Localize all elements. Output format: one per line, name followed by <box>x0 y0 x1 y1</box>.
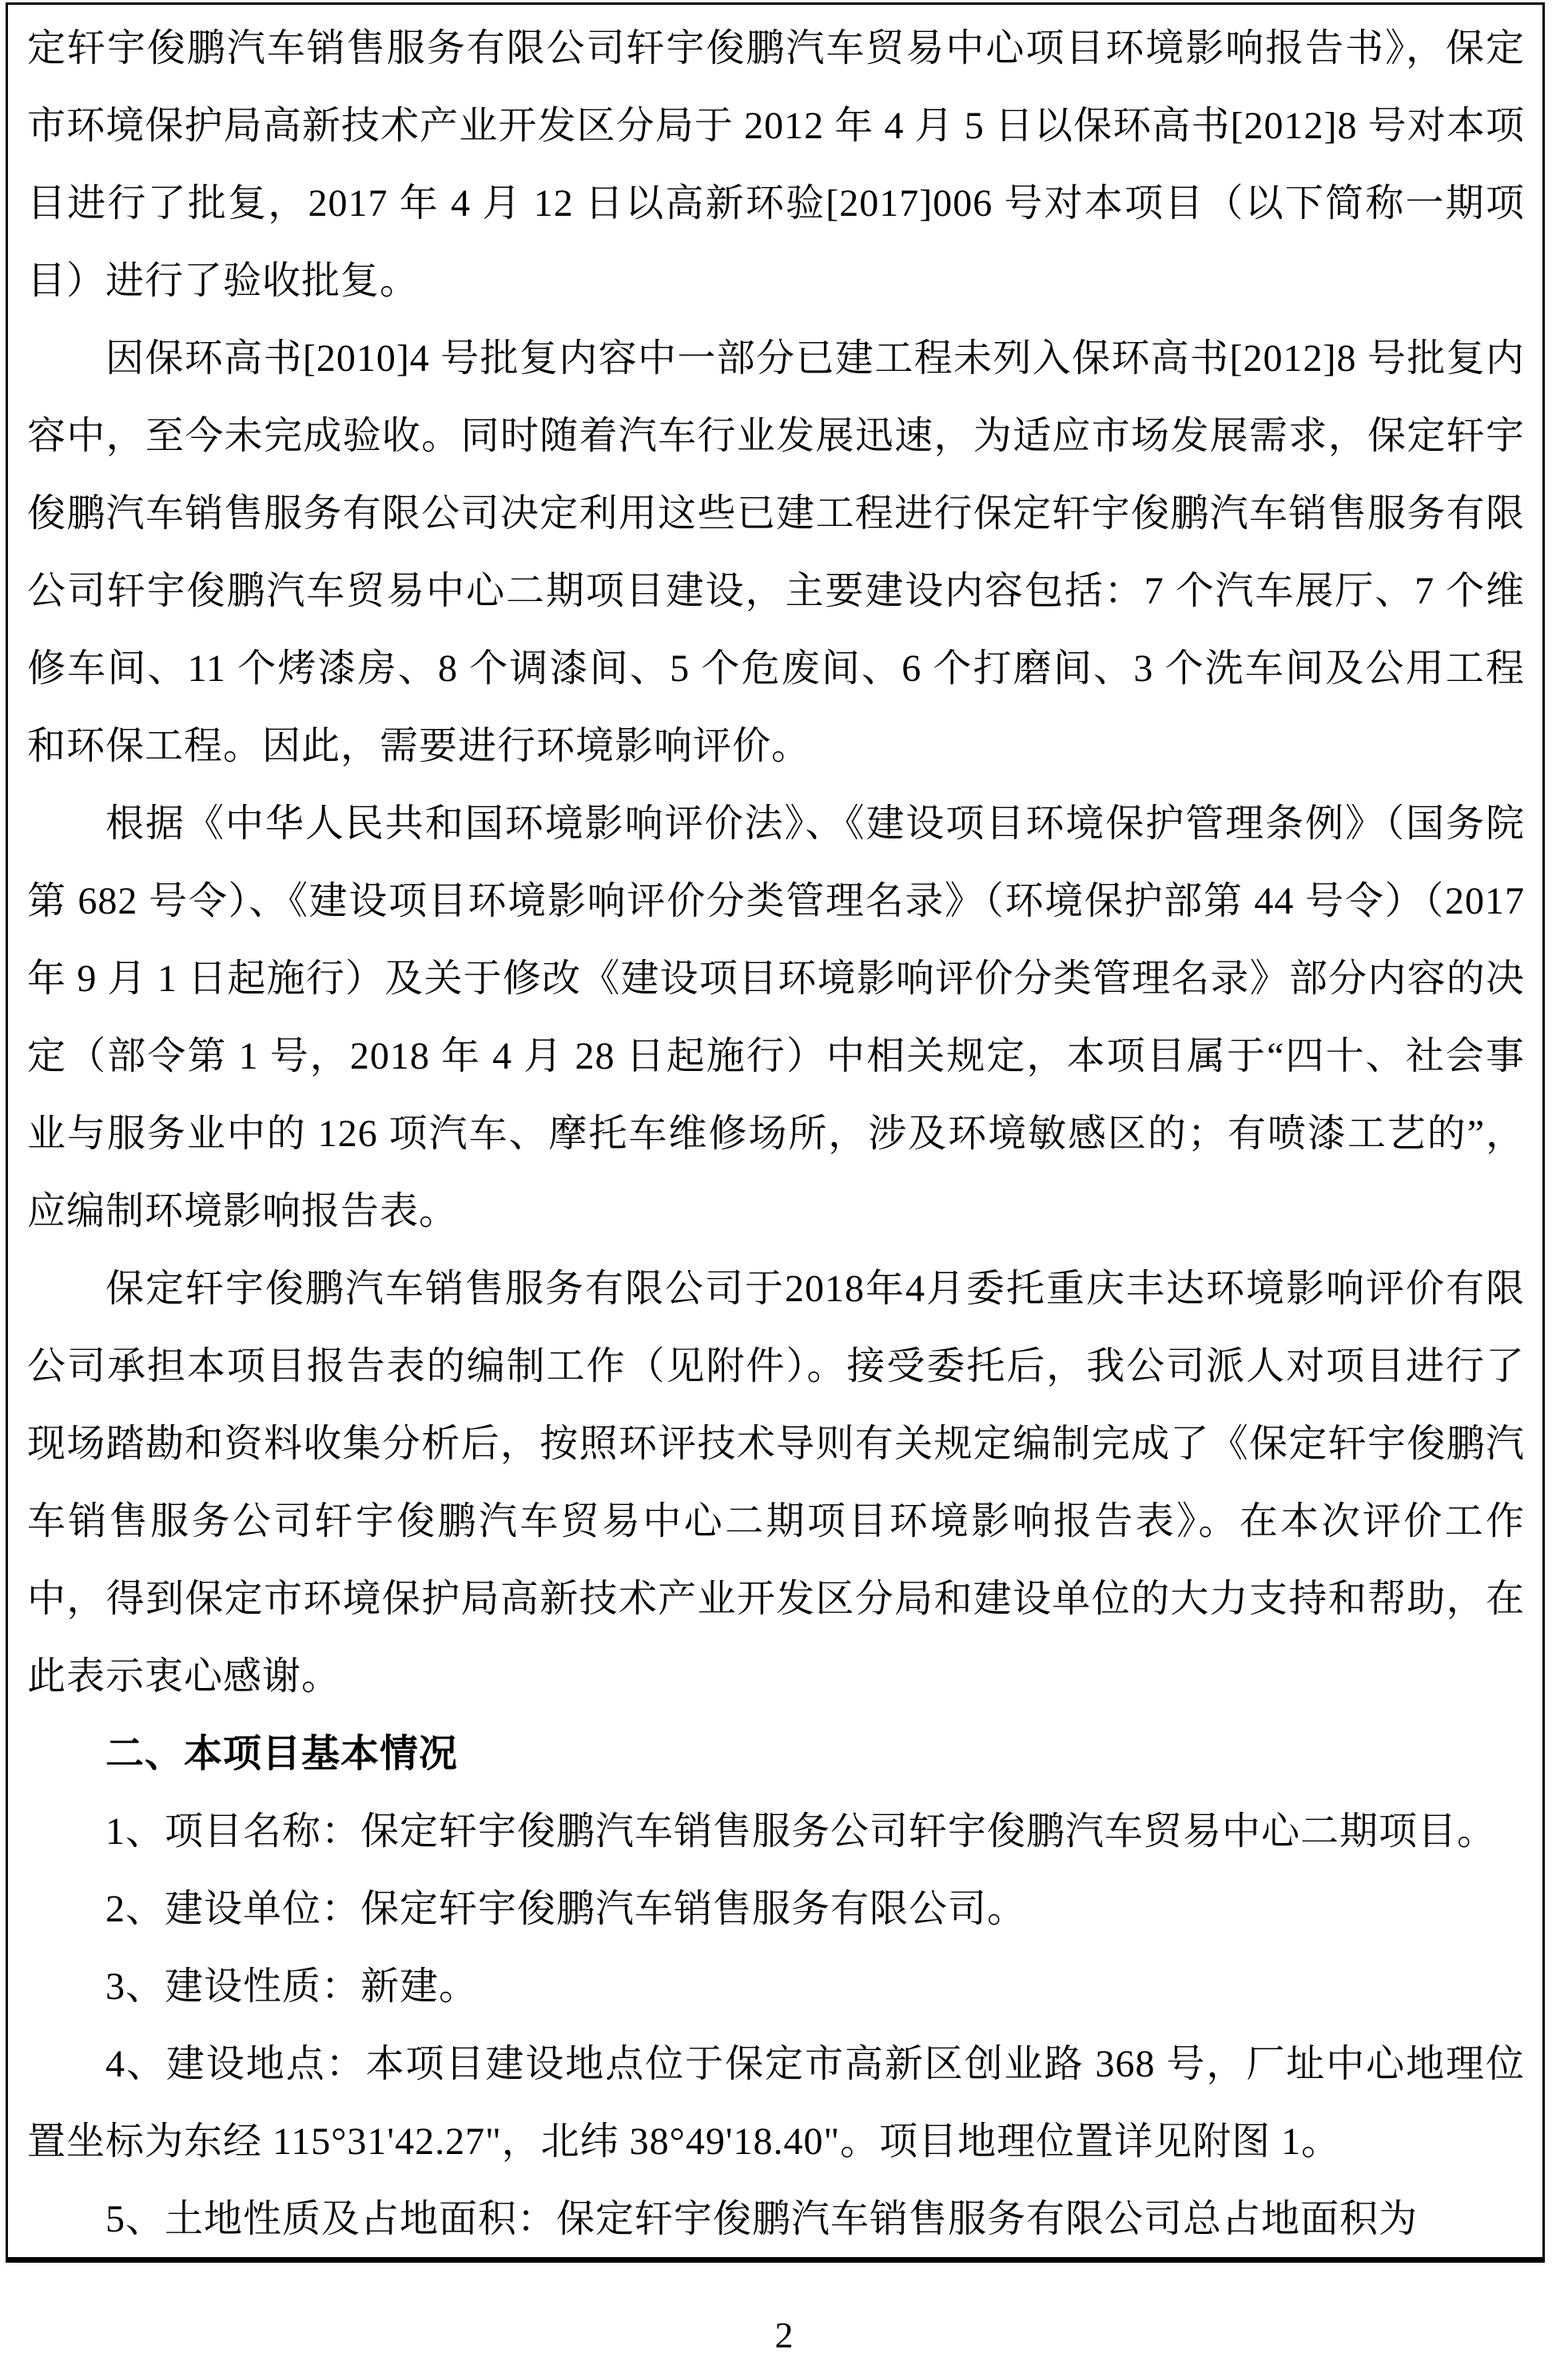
paragraph: 根据《中华人民共和国环境影响评价法》、《建设项目环境保护管理条例》（国务院第 682 号令）、《建设项目环境影响评价分类管理名录》（环境保护部第 44 号令）（2017 年 9 月 1 日起施行）及关于修改《建设项目环境影响评价分类管理名录》部分内容的决定（部令第 1 号，2018 年 4 月 28 日起施行）中相关规定，本项目属于“四十、社会事业与服务业中的 126 项汽车、摩托车维修场所，涉及环境敏感区的；有喷漆工艺的”，应编制环境影响报告表。 <box>27 802 1525 1232</box>
section-heading: 二、本项目基本情况 <box>105 1733 459 1775</box>
list-item: 3、建设性质：新建。 <box>105 1965 479 2008</box>
paragraph-continuation: 定轩宇俊鹏汽车销售服务有限公司轩宇俊鹏汽车贸易中心项目环境影响报告书》，保定市环境保护局高新技术产业开发区分局于 2012 年 4 月 5 日以保环高书[2012]8 号对本项目进行了批复，2017 年 4 月 12 日以高新环验[2017]006 号对本项目（以下简称一期项目）进行了验收批复。 <box>27 27 1525 302</box>
list-item: 4、建设地点：本项目建设地点位于保定市高新区创业路 368 号，厂址中心地理位置坐标为东经 115°31'42.27"，北纬 38°49'18.40"。项目地理位置详见附图 1。 <box>27 2043 1525 2163</box>
paragraph: 保定轩宇俊鹏汽车销售服务有限公司于2018年4月委托重庆丰达环境影响评价有限公司承担本项目报告表的编制工作（见附件）。接受委托后，我公司派人对项目进行了现场踏勘和资料收集分析后，按照环评技术导则有关规定编制完成了《保定轩宇俊鹏汽车销售服务公司轩宇俊鹏汽车贸易中心二期项目环境影响报告表》。在本次评价工作中，得到保定市环境保护局高新技术产业开发区分局和建设单位的大力支持和帮助，在此表示衷心感谢。 <box>27 1268 1525 1698</box>
page-border <box>6 2 1545 2263</box>
list-item: 1、项目名称：保定轩宇俊鹏汽车销售服务公司轩宇俊鹏汽车贸易中心二期项目。 <box>105 1810 1497 1853</box>
paragraph: 因保环高书[2010]4 号批复内容中一部分已建工程未列入保环高书[2012]8 号批复内容中，至今未完成验收。同时随着汽车行业发展迅速，为适应市场发展需求，保定轩宇俊鹏汽车销售服务有限公司决定利用这些已建工程进行保定轩宇俊鹏汽车销售服务有限公司轩宇俊鹏汽车贸易中心二期项目建设，主要建设内容包括：7 个汽车展厅、7 个维修车间、11 个烤漆房、8 个调漆间、5 个危废间、6 个打磨间、3 个洗车间及公用工程和环保工程。因此，需要进行环境影响评价。 <box>27 337 1525 767</box>
list-item: 5、土地性质及占地面积：保定轩宇俊鹏汽车销售服务有限公司总占地面积为 <box>105 2198 1419 2240</box>
page-number: 2 <box>774 2315 794 2355</box>
list-item: 2、建设单位：保定轩宇俊鹏汽车销售服务有限公司。 <box>105 1888 1027 1930</box>
